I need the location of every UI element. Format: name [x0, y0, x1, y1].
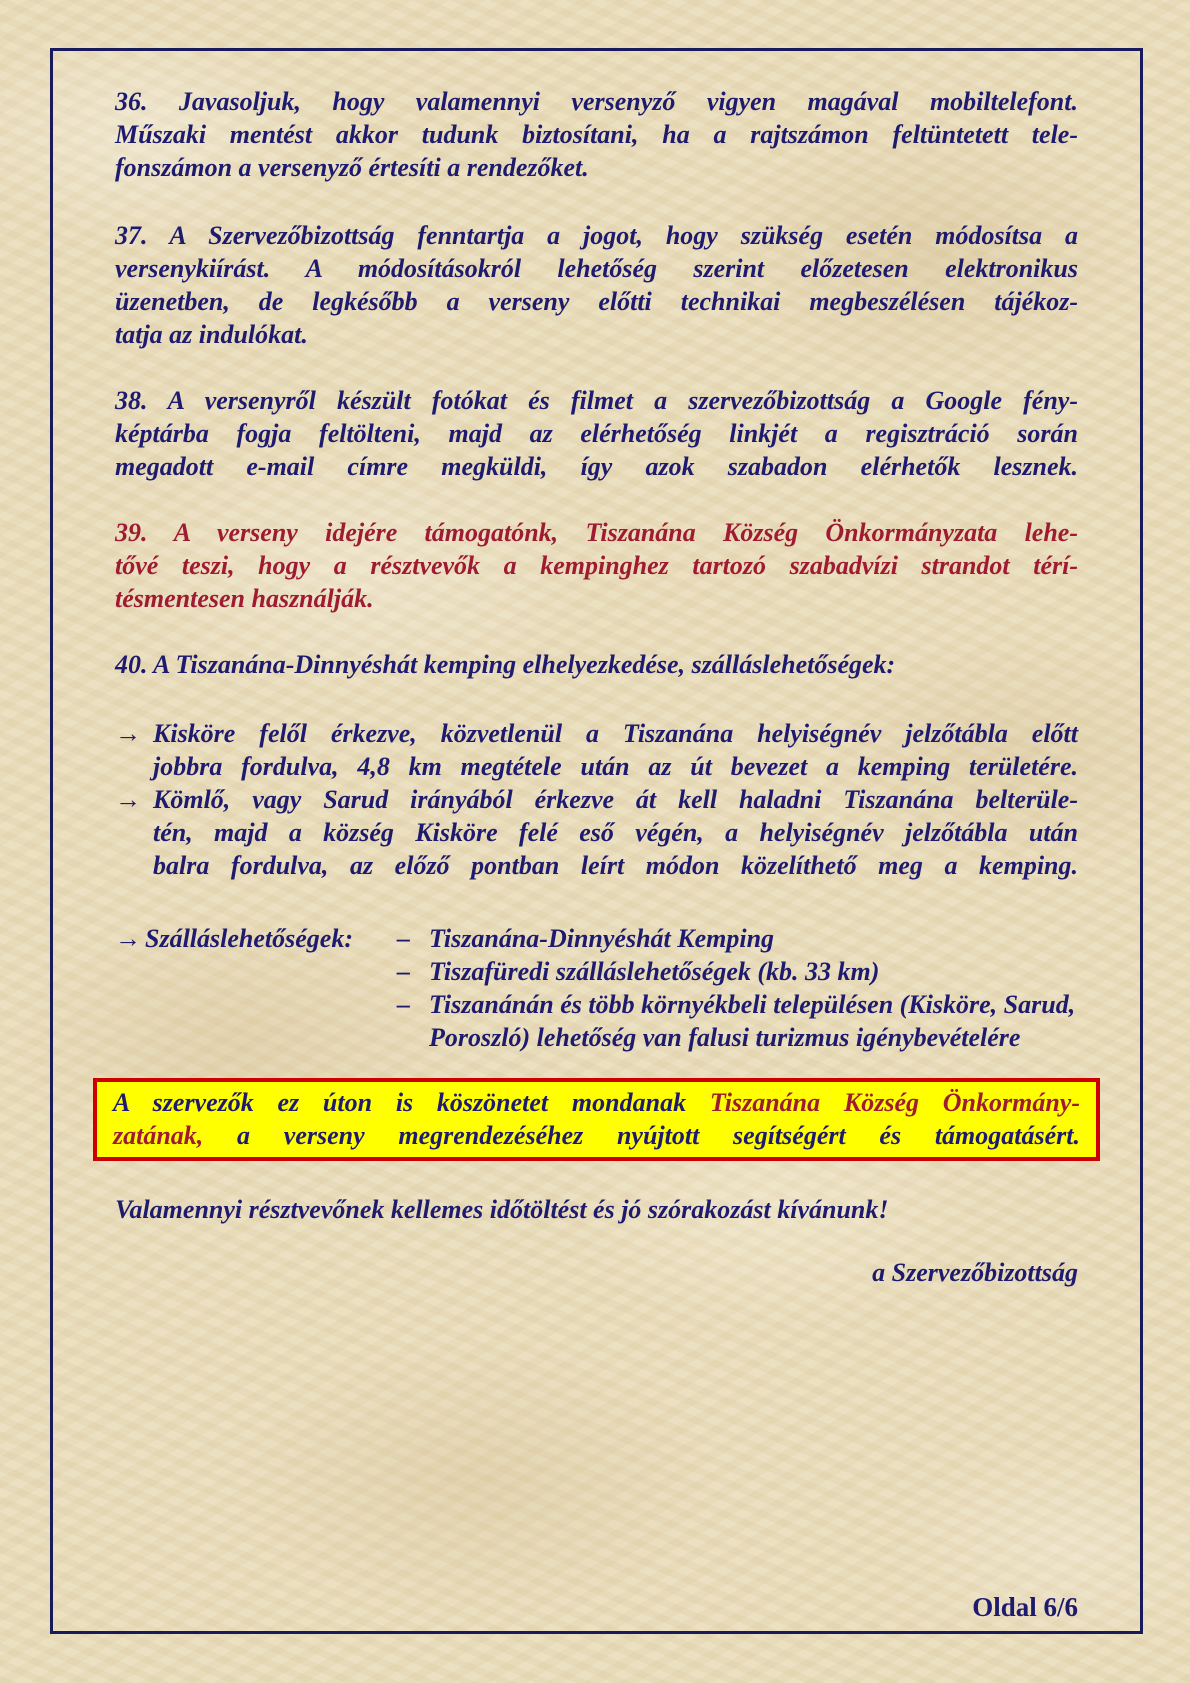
paragraph-40 [115, 648, 1078, 681]
dash-icon: – [397, 924, 410, 953]
page-number: Oldal 6/6 [972, 1592, 1078, 1622]
text-line: tén, majd a község Kisköre felé eső végén, a helyiségnév jelzőtábla után [153, 818, 1078, 847]
text-line: tatja az indulókat. [115, 320, 308, 349]
direction-item-kiskore [115, 717, 1078, 783]
paragraph-36 [115, 85, 1078, 184]
closing-wish: Valamennyi résztvevőnek kellemes időtöltést és jó szórakozást kívánunk! [115, 1195, 889, 1224]
accommodation-item-text: Tiszafüredi szálláslehetőségek (kb. 33 km) [429, 957, 880, 986]
accommodation-item [397, 988, 1078, 1054]
arrow-icon: → [115, 719, 141, 748]
paragraph-38 [115, 384, 1078, 483]
text-line: 36. Javasoljuk, hogy valamennyi versenyző vigyen magával mobiltelefont. [115, 87, 1078, 116]
paragraph-39 [115, 516, 1078, 615]
text-line: Kömlő, vagy Sarud irányából érkezve át kell haladni Tiszanána belterüle- [153, 785, 1078, 814]
text-line: versenykiírást. A módosításokról lehetőség szerint előzetesen elektronikus [115, 254, 1078, 283]
arrow-icon: → [115, 785, 141, 814]
text-line: fonszámon a versenyző értesíti a rendezőket. [115, 153, 589, 182]
text-line [113, 1086, 1080, 1119]
direction-item-komlo-sarud [115, 783, 1078, 882]
accommodation-item [397, 922, 1078, 955]
accommodation-item [397, 955, 1078, 988]
text-line: üzenetben, de legkésőbb a verseny előtti technikai megbeszélésen tájékoz- [115, 287, 1078, 316]
direction-text [153, 717, 1078, 783]
document-body [115, 85, 1078, 1289]
dash-icon: – [397, 957, 410, 986]
text-line: Műszaki mentést akkor tudunk biztosítani, ha a rajtszámon feltüntetett tele- [115, 120, 1078, 149]
text-line: 38. A versenyről készült fotókat és filmet a szervezőbizottság a Google fény- [115, 386, 1078, 415]
text-line: balra fordulva, az előző pontban leírt módon közelíthető meg a kemping. [153, 851, 1078, 880]
text-line: tésmentesen használják. [115, 584, 374, 613]
text-line: 37. A Szervezőbizottság fenntartja a jogot, hogy szükség esetén módosítsa a [115, 221, 1078, 250]
accommodation-item-text: Tiszanána-Dinnyéshát Kemping [429, 924, 775, 953]
text-line: képtárba fogja feltölteni, majd az elérhetőség linkjét a regisztráció során [115, 419, 1078, 448]
directions-list [115, 717, 1078, 882]
text-line: megadott e-mail címre megküldi, így azok szabadon elérhetők lesznek. [115, 452, 1078, 481]
text-line [113, 1119, 1080, 1152]
text-line: tővé teszi, hogy a résztvevők a kempinghez tartozó szabadvízi strandot térí- [115, 551, 1078, 580]
signature: a Szervezőbizottság [872, 1258, 1078, 1287]
text-line: 39. A verseny idejére támogatónk, Tiszanána Község Önkormányzata lehe- [115, 518, 1078, 547]
accommodation-item-text: Tiszanánán és több környékbeli településen (Kisköre, Sarud, Poroszló) lehetőség van falusi turizmus igénybevételére [429, 990, 1076, 1052]
arrow-icon: → [115, 924, 141, 953]
accommodation-item-list [397, 922, 1078, 1054]
text-line: 40. A Tiszanána-Dinnyéshát kemping elhelyezkedése, szálláslehetőségek: [115, 650, 896, 679]
paragraph-37 [115, 219, 1078, 351]
accommodation-label: Szálláslehetőségek: [145, 924, 353, 953]
direction-text [153, 783, 1078, 882]
dash-icon: – [397, 990, 410, 1019]
text-segment-navy: A szervezők ez úton is köszönetet mondanak [113, 1088, 710, 1117]
accommodation-options [115, 922, 1078, 1054]
text-line: jobbra fordulva, 4,8 km megtétele után az út bevezet a kemping területére. [153, 752, 1078, 781]
text-line: Kisköre felől érkezve, közvetlenül a Tiszanána helyiségnév jelzőtábla előtt [153, 719, 1078, 748]
thanks-highlight-box [93, 1078, 1100, 1161]
text-segment-red: Tiszanána Község Önkormány- [709, 1088, 1080, 1117]
text-segment-red: zatának, [113, 1121, 204, 1150]
text-segment-navy: a verseny megrendezéséhez nyújtott segítségért és támogatásért. [203, 1121, 1080, 1150]
